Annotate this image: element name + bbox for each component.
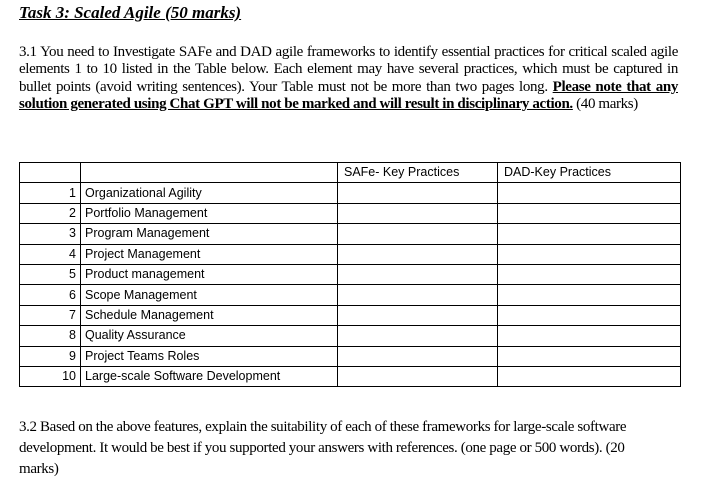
row-element: Portfolio Management: [81, 203, 338, 223]
row-number: 5: [20, 264, 81, 284]
table-row: [20, 203, 681, 223]
table-header-row: [20, 163, 681, 183]
row-safe-cell[interactable]: [338, 285, 498, 305]
header-safe-practices: SAFe- Key Practices: [338, 163, 498, 183]
row-safe-cell[interactable]: [338, 346, 498, 366]
row-safe-cell[interactable]: [338, 305, 498, 325]
question-3-1: [19, 44, 678, 113]
row-dad-cell[interactable]: [498, 264, 681, 284]
table-row: [20, 305, 681, 325]
row-number: 9: [20, 346, 81, 366]
row-dad-cell[interactable]: [498, 244, 681, 264]
row-safe-cell[interactable]: [338, 183, 498, 203]
row-dad-cell[interactable]: [498, 285, 681, 305]
question-3-2: 3.2 Based on the above features, explain the suitability of each of these frameworks for large-scale software development. It would be best if you supported your answers with references. (one page or 500 words). (20 marks): [19, 419, 627, 477]
row-element: Schedule Management: [81, 305, 338, 325]
row-dad-cell[interactable]: [498, 366, 681, 386]
header-dad-practices: DAD-Key Practices: [498, 163, 681, 183]
row-element: Large-scale Software Development: [81, 366, 338, 386]
row-number: 1: [20, 183, 81, 203]
table-row: [20, 183, 681, 203]
table-row: [20, 366, 681, 386]
row-element: Quality Assurance: [81, 326, 338, 346]
row-number: 2: [20, 203, 81, 223]
table-row: [20, 285, 681, 305]
question-3-1-marks: (40 marks): [572, 95, 638, 112]
row-number: 8: [20, 326, 81, 346]
table-row: [20, 244, 681, 264]
table-row: [20, 326, 681, 346]
row-element: Project Management: [81, 244, 338, 264]
row-number: 10: [20, 366, 81, 386]
row-dad-cell[interactable]: [498, 346, 681, 366]
table-row: [20, 224, 681, 244]
header-element-cell: [81, 163, 338, 183]
row-safe-cell[interactable]: [338, 244, 498, 264]
question-3-1-text: 3.1 You need to Investigate SAFe and DAD agile frameworks to identify essential practices for critical scaled agile elements 1 to 10 listed in the Table below. Each element may have several practices, which must be captured in bullet points (avoid writing sentences). Your Table must not be more than two pages long.: [19, 44, 678, 95]
header-number-cell: [20, 163, 81, 183]
row-safe-cell[interactable]: [338, 366, 498, 386]
task-title: Task 3: Scaled Agile (50 marks): [19, 3, 242, 22]
table-row: [20, 346, 681, 366]
chatgpt-warning: Please note that any solution generated using Chat GPT will not be marked and will result in disciplinary action.: [19, 78, 678, 112]
row-element: Project Teams Roles: [81, 346, 338, 366]
row-element: Program Management: [81, 224, 338, 244]
row-dad-cell[interactable]: [498, 224, 681, 244]
row-safe-cell[interactable]: [338, 326, 498, 346]
row-safe-cell[interactable]: [338, 203, 498, 223]
row-element: Product management: [81, 264, 338, 284]
practices-table: [19, 162, 681, 387]
row-dad-cell[interactable]: [498, 183, 681, 203]
row-number: 4: [20, 244, 81, 264]
row-number: 7: [20, 305, 81, 325]
row-number: 6: [20, 285, 81, 305]
row-element: Scope Management: [81, 285, 338, 305]
row-safe-cell[interactable]: [338, 264, 498, 284]
row-dad-cell[interactable]: [498, 326, 681, 346]
table-row: [20, 264, 681, 284]
row-safe-cell[interactable]: [338, 224, 498, 244]
row-dad-cell[interactable]: [498, 203, 681, 223]
row-number: 3: [20, 224, 81, 244]
row-element: Organizational Agility: [81, 183, 338, 203]
row-dad-cell[interactable]: [498, 305, 681, 325]
